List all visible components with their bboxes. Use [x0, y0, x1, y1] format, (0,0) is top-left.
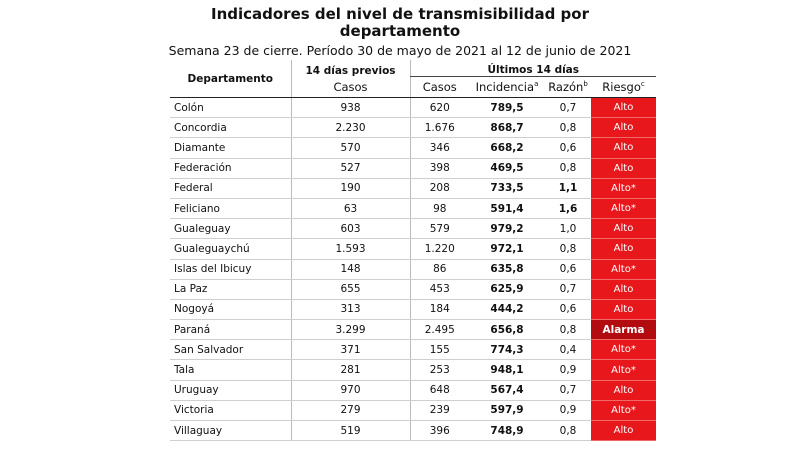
- cell-casos-previos: 313: [291, 299, 410, 319]
- cell-casos-previos: 148: [291, 259, 410, 279]
- cell-departamento: Islas del Ibicuy: [170, 259, 291, 279]
- cell-razon: 0,6: [545, 138, 591, 158]
- table-row: [170, 158, 656, 178]
- header-ultimos-14-dias: Últimos 14 días: [410, 60, 656, 77]
- cell-casos-previos: 279: [291, 400, 410, 420]
- table-row: [170, 400, 656, 420]
- cell-casos-ultimos: 98: [410, 198, 469, 218]
- cell-riesgo: Alto: [591, 299, 656, 319]
- table-row: [170, 198, 656, 218]
- cell-casos-previos: 63: [291, 198, 410, 218]
- cell-razon: 1,0: [545, 219, 591, 239]
- cell-riesgo: Alto: [591, 98, 656, 118]
- cell-razon: 0,4: [545, 340, 591, 360]
- cell-casos-ultimos: 208: [410, 178, 469, 198]
- cell-riesgo: Alto*: [591, 198, 656, 218]
- header-departamento: Departamento: [170, 60, 291, 98]
- cell-departamento: Gualeguay: [170, 219, 291, 239]
- cell-incidencia: 668,2: [469, 138, 545, 158]
- cell-incidencia: 597,9: [469, 400, 545, 420]
- cell-incidencia: 789,5: [469, 98, 545, 118]
- cell-riesgo: Alto*: [591, 178, 656, 198]
- cell-riesgo: Alto: [591, 158, 656, 178]
- cell-incidencia: 868,7: [469, 118, 545, 138]
- table-row: [170, 138, 656, 158]
- table-row: [170, 259, 656, 279]
- cell-departamento: Diamante: [170, 138, 291, 158]
- cell-casos-previos: 603: [291, 219, 410, 239]
- cell-riesgo: Alto: [591, 421, 656, 441]
- cell-incidencia: 591,4: [469, 198, 545, 218]
- table-row: [170, 118, 656, 138]
- cell-razon: 0,8: [545, 118, 591, 138]
- cell-casos-ultimos: 1.676: [410, 118, 469, 138]
- cell-casos-previos: 2.230: [291, 118, 410, 138]
- table-row: [170, 279, 656, 299]
- page-title: [0, 6, 800, 40]
- cell-incidencia: 444,2: [469, 299, 545, 319]
- table-row: [170, 320, 656, 340]
- cell-departamento: Victoria: [170, 400, 291, 420]
- cell-casos-ultimos: 396: [410, 421, 469, 441]
- cell-casos-ultimos: 398: [410, 158, 469, 178]
- cell-casos-previos: 3.299: [291, 320, 410, 340]
- cell-departamento: Paraná: [170, 320, 291, 340]
- cell-riesgo: Alto*: [591, 400, 656, 420]
- cell-riesgo: Alto: [591, 279, 656, 299]
- header-casos-previos: Casos: [291, 77, 410, 98]
- cell-riesgo: Alto: [591, 138, 656, 158]
- title-line-1: Indicadores del nivel de transmisibilidad por: [210, 5, 590, 23]
- cell-incidencia: 774,3: [469, 340, 545, 360]
- cell-razon: 0,6: [545, 299, 591, 319]
- cell-departamento: Villaguay: [170, 421, 291, 441]
- cell-razon: 0,7: [545, 98, 591, 118]
- cell-casos-ultimos: 2.495: [410, 320, 469, 340]
- cell-departamento: Feliciano: [170, 198, 291, 218]
- cell-casos-previos: 570: [291, 138, 410, 158]
- cell-departamento: Uruguay: [170, 380, 291, 400]
- cell-casos-ultimos: 239: [410, 400, 469, 420]
- cell-incidencia: 972,1: [469, 239, 545, 259]
- cell-casos-previos: 190: [291, 178, 410, 198]
- cell-incidencia: 567,4: [469, 380, 545, 400]
- table-row: [170, 299, 656, 319]
- header-razon: Razón$^b$: [545, 77, 591, 98]
- cell-riesgo: Alto*: [591, 360, 656, 380]
- cell-casos-ultimos: 648: [410, 380, 469, 400]
- header-14-dias-previos: 14 días previos: [291, 60, 410, 77]
- cell-casos-ultimos: 86: [410, 259, 469, 279]
- cell-departamento: San Salvador: [170, 340, 291, 360]
- cell-departamento: Gualeguaychú: [170, 239, 291, 259]
- header-casos-ultimos: Casos: [410, 77, 469, 98]
- cell-razon: 0,6: [545, 259, 591, 279]
- cell-razon: 1,1: [545, 178, 591, 198]
- cell-casos-ultimos: 184: [410, 299, 469, 319]
- cell-incidencia: 469,5: [469, 158, 545, 178]
- cell-riesgo: Alto: [591, 380, 656, 400]
- cell-casos-previos: 519: [291, 421, 410, 441]
- cell-incidencia: 625,9: [469, 279, 545, 299]
- cell-razon: 0,7: [545, 279, 591, 299]
- cell-casos-ultimos: 620: [410, 98, 469, 118]
- cell-riesgo: Alto*: [591, 340, 656, 360]
- cell-riesgo: Alto*: [591, 259, 656, 279]
- cell-departamento: Colón: [170, 98, 291, 118]
- cell-riesgo: Alto: [591, 118, 656, 138]
- cell-razon: 0,8: [545, 320, 591, 340]
- header-incidencia: Incidencia$^a$: [469, 77, 545, 98]
- cell-casos-previos: 655: [291, 279, 410, 299]
- cell-razon: 0,8: [545, 239, 591, 259]
- cell-razon: 0,8: [545, 421, 591, 441]
- cell-casos-previos: 527: [291, 158, 410, 178]
- cell-razon: 0,8: [545, 158, 591, 178]
- cell-casos-ultimos: 579: [410, 219, 469, 239]
- cell-departamento: Federación: [170, 158, 291, 178]
- table-row: [170, 340, 656, 360]
- cell-casos-previos: 938: [291, 98, 410, 118]
- cell-razon: 0,9: [545, 360, 591, 380]
- cell-razon: 0,7: [545, 380, 591, 400]
- header-riesgo: Riesgo$^c$: [591, 77, 656, 98]
- table-row: [170, 239, 656, 259]
- cell-casos-previos: 281: [291, 360, 410, 380]
- cell-casos-previos: 970: [291, 380, 410, 400]
- table-row: [170, 219, 656, 239]
- cell-casos-ultimos: 253: [410, 360, 469, 380]
- cell-casos-previos: 1.593: [291, 239, 410, 259]
- cell-departamento: Federal: [170, 178, 291, 198]
- table-row: [170, 380, 656, 400]
- cell-casos-previos: 371: [291, 340, 410, 360]
- cell-departamento: La Paz: [170, 279, 291, 299]
- cell-incidencia: 748,9: [469, 421, 545, 441]
- cell-casos-ultimos: 346: [410, 138, 469, 158]
- cell-casos-ultimos: 155: [410, 340, 469, 360]
- cell-razon: 1,6: [545, 198, 591, 218]
- cell-incidencia: 635,8: [469, 259, 545, 279]
- cell-incidencia: 948,1: [469, 360, 545, 380]
- cell-riesgo: Alto: [591, 219, 656, 239]
- cell-departamento: Tala: [170, 360, 291, 380]
- table-row: [170, 360, 656, 380]
- cell-incidencia: 979,2: [469, 219, 545, 239]
- cell-departamento: Concordia: [170, 118, 291, 138]
- table-row: [170, 421, 656, 441]
- cell-riesgo: Alarma: [591, 320, 656, 340]
- title-line-2: departamento: [339, 22, 461, 40]
- cell-incidencia: 656,8: [469, 320, 545, 340]
- cell-incidencia: 733,5: [469, 178, 545, 198]
- transmissibility-table: [170, 60, 656, 441]
- table-row: [170, 178, 656, 198]
- cell-riesgo: Alto: [591, 239, 656, 259]
- subtitle: Semana 23 de cierre. Período 30 de mayo de 2021 al 12 de junio de 2021: [168, 43, 632, 58]
- cell-casos-ultimos: 1.220: [410, 239, 469, 259]
- cell-razon: 0,9: [545, 400, 591, 420]
- table-row: [170, 98, 656, 118]
- cell-departamento: Nogoyá: [170, 299, 291, 319]
- cell-casos-ultimos: 453: [410, 279, 469, 299]
